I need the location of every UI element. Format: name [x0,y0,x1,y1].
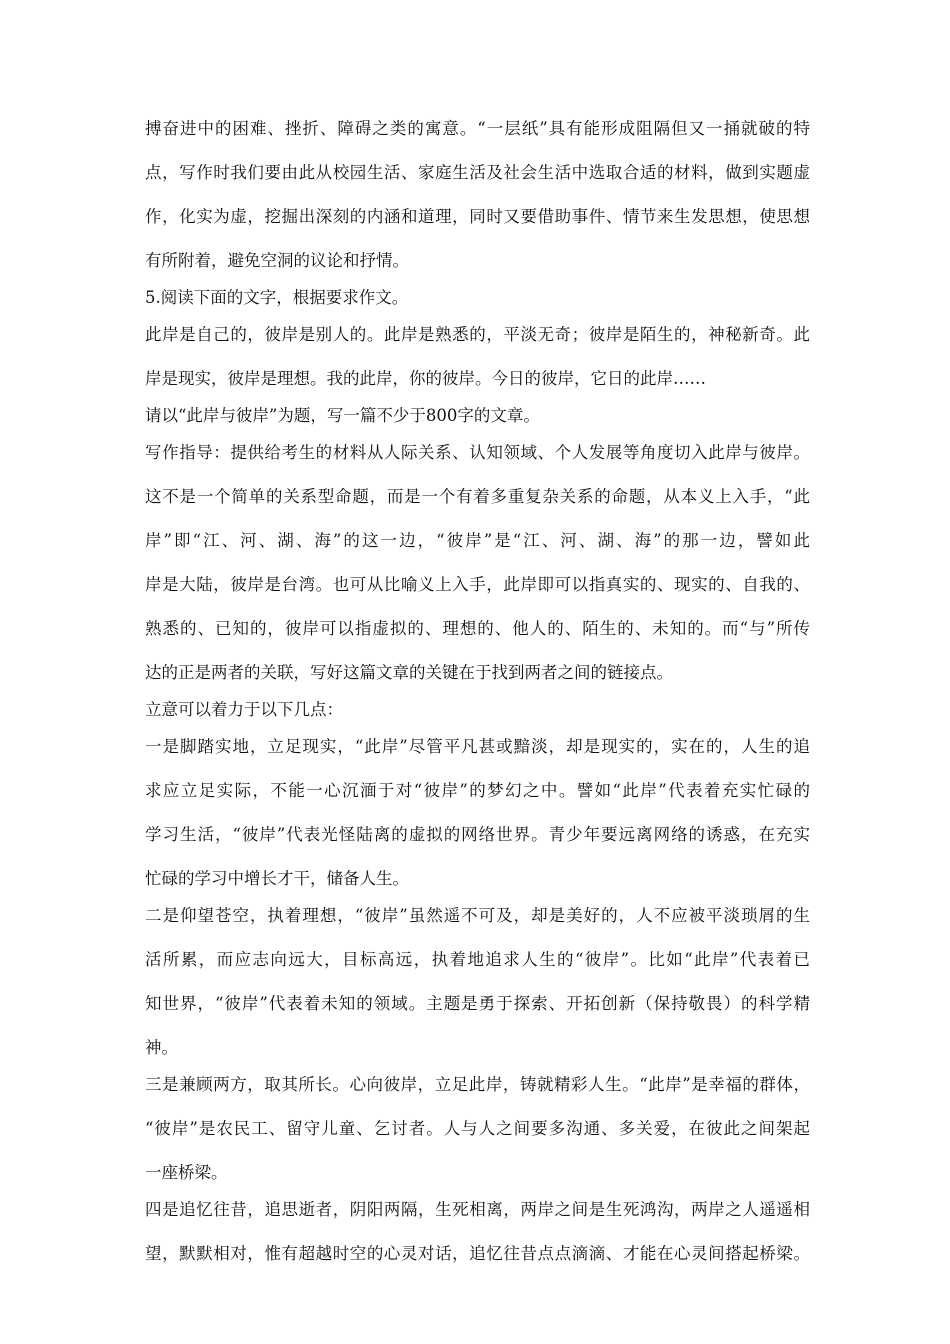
body-line: 点，写作时我们要由此从校园生活、家庭生活及社会生活中选取合适的材料，做到实题虚 [145,163,810,182]
body-line: 熟悉的、已知的，彼岸可以指虚拟的、理想的、他人的、陌生的、未知的。而“与”所传 [145,619,810,638]
body-line: 写作指导：提供给考生的材料从人际关系、认知领域、个人发展等角度切入此岸与彼岸。 [145,443,810,462]
body-line: 岸是大陆，彼岸是台湾。也可从比喻义上入手，此岸即可以指真实的、现实的、自我的、 [145,575,810,594]
body-line: 这不是一个简单的关系型命题，而是一个有着多重复杂关系的命题，从本义上入手，“此 [145,487,810,506]
body-line: 岸”即“江、河、湖、海”的这一边，“彼岸”是“江、河、湖、海”的那一边，譬如此 [145,531,810,550]
body-line: 搏奋进中的困难、挫折、障碍之类的寓意。“一层纸”具有能形成阻隔但又一捅就破的特 [145,119,810,138]
body-line: 神。 [145,1038,178,1057]
body-line: 学习生活，“彼岸”代表光怪陆离的虚拟的网络世界。青少年要远离网络的诱惑，在充实 [145,825,810,844]
body-line: 立意可以着力于以下几点： [145,700,343,719]
body-line: 达的正是两者的关联，写好这篇文章的关键在于找到两者之间的链接点。 [145,663,673,682]
body-line: 请以“此岸与彼岸”为题，写一篇不少于800字的文章。 [145,406,540,425]
question-heading: 5.阅读下面的文字，根据要求作文。 [145,288,409,307]
body-line: 望，默默相对，惟有超越时空的心灵对话，追忆往昔点点滴滴、才能在心灵间搭起桥梁。 [145,1244,810,1263]
body-line: 此岸是自己的，彼岸是别人的。此岸是熟悉的，平淡无奇；彼岸是陌生的，神秘新奇。此 [145,325,810,344]
body-line: 一是脚踏实地，立足现实，“此岸”尽管平凡甚或黯淡，却是现实的，实在的，人生的追 [145,737,810,756]
body-line: 二是仰望苍空，执着理想，“彼岸”虽然遥不可及，却是美好的，人不应被平淡琐屑的生 [145,906,810,925]
body-line: 岸是现实，彼岸是理想。我的此岸，你的彼岸。今日的彼岸，它日的此岸…… [145,369,706,388]
body-line: 有所附着，避免空洞的议论和抒情。 [145,251,409,270]
body-line: 活所累，而应志向远大，目标高远，执着地追求人生的“彼岸”。比如“此岸”代表着已 [145,950,810,969]
body-line: 知世界，“彼岸”代表着未知的领域。主题是勇于探索、开拓创新（保持敬畏）的科学精 [145,994,810,1013]
document-body [145,119,810,1264]
body-line: 求应立足实际，不能一心沉湎于对“彼岸”的梦幻之中。譬如“此岸”代表着充实忙碌的 [145,781,810,800]
body-line: “彼岸”是农民工、留守儿童、乞讨者。人与人之间要多沟通、多关爱，在彼此之间架起 [145,1119,810,1138]
body-line: 三是兼顾两方，取其所长。心向彼岸，立足此岸，铸就精彩人生。“此岸”是幸福的群体， [145,1075,810,1094]
body-line: 四是追忆往昔，追思逝者，阴阳两隔，生死相离，两岸之间是生死鸿沟，两岸之人遥遥相 [145,1200,810,1219]
body-line: 作，化实为虚，挖掘出深刻的内涵和道理，同时又要借助事件、情节来生发思想，使思想 [145,207,810,226]
body-line: 忙碌的学习中增长才干，储备人生。 [145,869,409,888]
body-line: 一座桥梁。 [145,1163,228,1182]
